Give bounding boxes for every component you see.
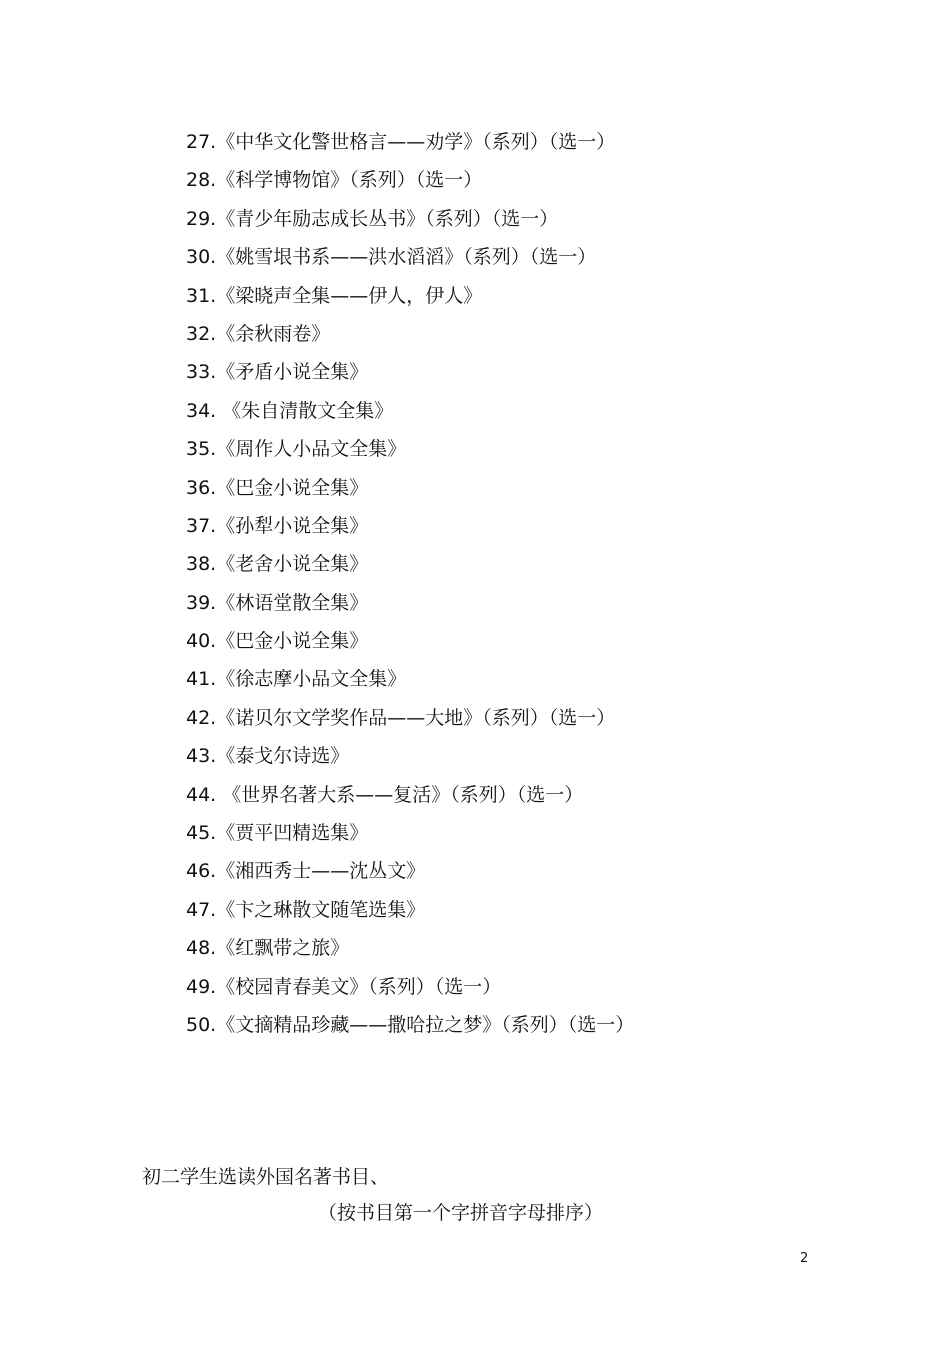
list-item: 47.《卞之琳散文随笔选集》 (186, 898, 426, 921)
list-item: 50.《文摘精品珍藏——撒哈拉之梦》（系列）（选一） (186, 1013, 635, 1036)
list-item: 37.《孙犁小说全集》 (186, 514, 369, 537)
list-item: 41.《徐志摩小品文全集》 (186, 668, 407, 691)
list-item: 43.《泰戈尔诗选》 (186, 745, 350, 768)
list-item: 28.《科学博物馆》（系列）（选一） (186, 169, 483, 192)
list-item: 39.《林语堂散全集》 (186, 591, 369, 614)
page-number: 2 (800, 1251, 809, 1266)
list-item: 38.《老舍小说全集》 (186, 553, 369, 576)
list-item: 44. 《世界名著大系——复活》（系列）（选一） (186, 783, 584, 806)
list-item: 45.《贾平凹精选集》 (186, 822, 369, 845)
list-item: 42.《诺贝尔文学奖作品——大地》（系列）（选一） (186, 706, 616, 729)
list-item: 48.《红飘带之旅》 (186, 937, 350, 960)
section-subheading: （按书目第一个字拼音字母排序） (318, 1202, 604, 1224)
list-item: 27.《中华文化警世格言——劝学》（系列）（选一） (186, 131, 616, 153)
section-heading: 初二学生选读外国名著书目、 (142, 1166, 390, 1188)
book-list (186, 123, 634, 1044)
list-item: 46.《湘西秀士——沈丛文》 (186, 860, 426, 883)
list-item: 33.《矛盾小说全集》 (186, 361, 369, 384)
list-item: 29.《青少年励志成长丛书》（系列）（选一） (186, 207, 559, 230)
list-item: 31.《梁晓声全集——伊人，伊人》 (186, 284, 483, 307)
list-item: 34. 《朱自清散文全集》 (186, 399, 394, 422)
list-item: 32.《余秋雨卷》 (186, 322, 331, 345)
list-item: 36.《巴金小说全集》 (186, 476, 369, 499)
list-item: 40.《巴金小说全集》 (186, 630, 369, 653)
list-item: 35.《周作人小品文全集》 (186, 438, 407, 461)
list-item: 49.《校园青春美文》（系列）（选一） (186, 975, 502, 998)
list-item: 30.《姚雪垠书系——洪水滔滔》（系列）（选一） (186, 246, 597, 269)
